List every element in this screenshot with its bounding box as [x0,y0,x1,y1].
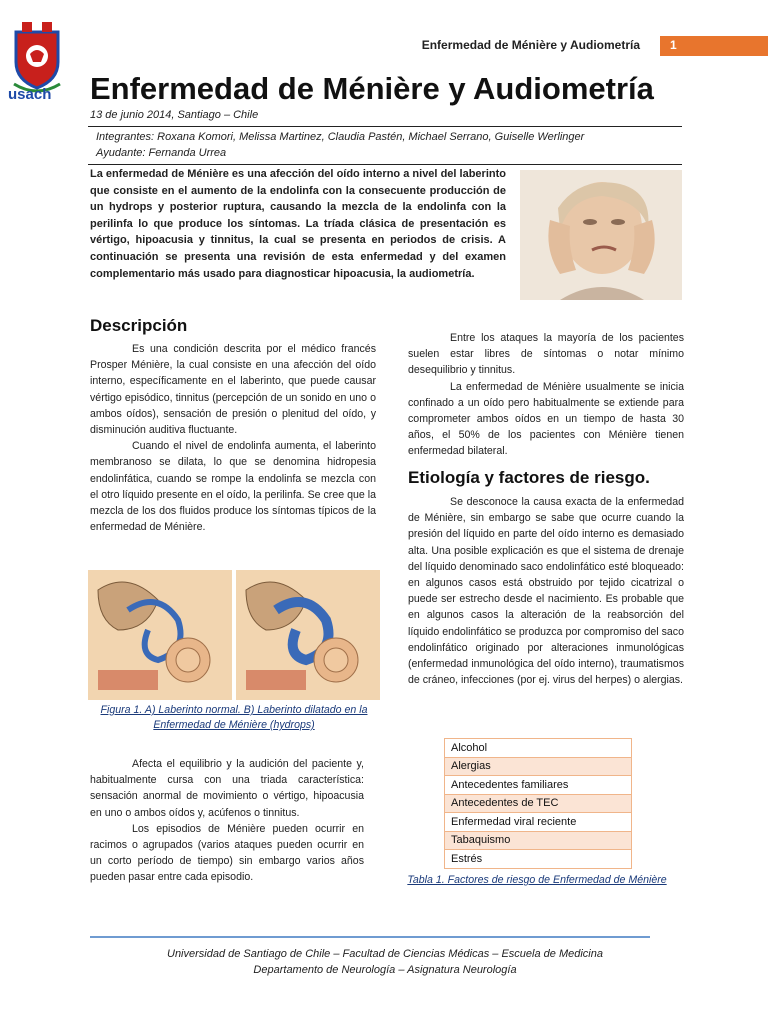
paragraph: Es una condición descrita por el médico francés Prosper Ménière, la cual consiste en una afección del oído interno, específicamente en el laberinto, que puede causar vértigo episódico, tinnitus (percepción de un sonido en uno o ambos oídos), sensación de presión o plenitud del oído, y disminución auditiva fluctuante. [90,343,376,437]
document-date: 13 de junio 2014, Santiago – Chile [90,109,259,121]
paragraph: Los episodios de Ménière pueden ocurrir en racimos o agrupados (varios ataques pueden ocurrir en un corto período de tiempo) sin embargo varios años pueden pasar entre cada episodio. [90,822,364,884]
figure-caption: Figura 1. A) Laberinto normal. B) Laberinto dilatado en la Enfermedad de Ménière (hydrops) [100,704,368,731]
table-cell: Enfermedad viral reciente [445,813,632,832]
members-line: Integrantes: Roxana Komori, Melissa Martinez, Claudia Pastén, Michael Serrano, Guiselle Werlinger [96,131,585,143]
table-cell: Alcohol [445,739,632,758]
footer-line-2: Departamento de Neurología – Asignatura Neurología [253,964,517,976]
paragraph-block [90,341,376,535]
table-caption: Tabla 1. Factores de riesgo de Enfermedad de Ménière [407,874,667,886]
logo-text: usach [8,86,52,103]
paragraph: Afecta el equilibrio y la audición del paciente y, habitualmente cursa con una triada característica: sensación anormal de movimiento o vértigo, hipoacusia en uno o ambos oídos y, acúfenos o tinnitus. [90,758,364,819]
page-number: 1 [670,38,677,52]
divider [88,164,682,165]
table-row [445,739,632,758]
paragraph: Entre los ataques la mayoría de los pacientes suelen estar libres de síntomas o notar mínimo desequilibrio y tinnitus. [408,332,684,377]
paragraph: Se desconoce la causa exacta de la enfermedad de Ménière, sin embargo se sabe que ocurre cuando la presión del líquido en parte del oído interno es demasiado alta. Una posible explicación es que el sistema de drenaje del líquido denominado saco endolinfático esté bloqueado: en algunos casos está obstruido por tejido cicatrizal o puede ser estrecho desde el nacimiento. Es probable que en algunos casos la alteración de la reabsorción del líquido endolinfático se produzca por compromiso del saco endolinfático originado por alteraciones inmunológicas (enfermedad inmunológica del oído interno), traumatismos de cráneo, infecciones (por ej. virus del herpes) o alergias. [408,496,684,687]
assistant-line: Ayudante: Fernanda Urrea [96,147,227,159]
table-cell: Antecedentes familiares [445,776,632,795]
section-heading-descripcion: Descripción [90,316,188,335]
document-title: Enfermedad de Ménière y Audiometría [90,71,654,106]
risk-factors-table [444,738,632,869]
table-cell: Antecedentes de TEC [445,794,632,813]
table-row [445,794,632,813]
running-title: Enfermedad de Ménière y Audiometría [421,38,640,52]
paragraph-block [408,494,684,688]
table-row [445,850,632,869]
paragraph-block [90,756,364,886]
footer-divider [90,936,650,938]
left-column [90,316,376,535]
paragraph-block [408,330,684,460]
paragraph: La enfermedad de Ménière usualmente se inicia confinado a un oído pero habitualmente se extiende para comprometer ambos oídos en un tiempo de hasta 30 años, el 50% de los pacientes con Ménière tienen enfermedad bilateral. [408,380,684,458]
paragraph: Cuando el nivel de endolinfa aumenta, el laberinto membranoso se dilata, lo que se denomina hidropesia endolinfática, cuando se rompe la endolinfa se mezcla con el otro líquido presente en el oído, la perilinfa. Se cree que la mezcla de los dos fluidos produce los síntomas típicos de la enfermedad de Ménière. [90,440,376,534]
table-cell: Alergias [445,757,632,776]
table-row [445,776,632,795]
table-row [445,757,632,776]
authors-block [96,129,584,161]
figure-inner-ear-illustration [88,570,380,700]
table-row [445,813,632,832]
section-heading-etiologia: Etiología y factores de riesgo. [408,468,650,487]
divider [88,126,682,127]
abstract: La enfermedad de Ménière es una afección del oído interno a nivel del laberinto que consiste en el aumento de la endolinfa con la consecuente producción de un hydrops y posterior ruptura, causando la mezcla de la endolinfa con la perilinfa lo que produce los síntomas. La tríada clásica de presentación es vértigo, hipoacusia y tinnitus, la cual se presenta en periodos de crisis. A continuación se presenta una revisión de esta enfermedad y del examen complementario más usado para diagnosticar hipoacusia, la audiometría. [90,168,506,280]
table-row [445,831,632,850]
table-cell: Tabaquismo [445,831,632,850]
photo-woman-ear-pain [520,170,682,300]
footer-line-1: Universidad de Santiago de Chile – Facultad de Ciencias Médicas – Escuela de Medicina [167,948,603,960]
table-cell: Estrés [445,850,632,869]
